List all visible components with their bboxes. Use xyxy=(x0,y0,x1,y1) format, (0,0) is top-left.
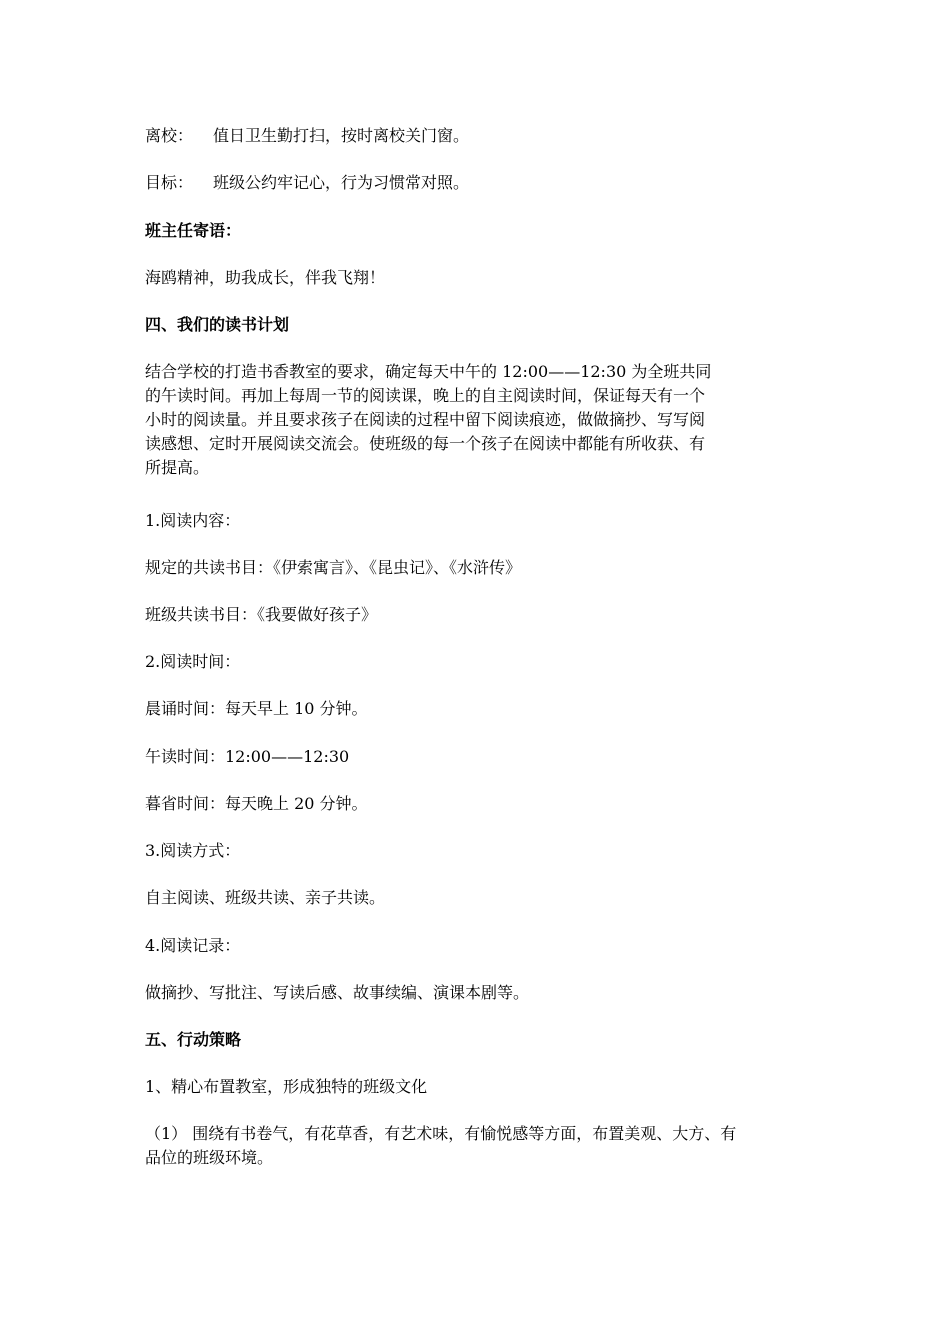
strategy-1-sub-paragraph xyxy=(145,1122,810,1170)
section-4-heading: 四、我们的读书计划 xyxy=(145,315,290,334)
paragraph-line: 小时的阅读量。并且要求孩子在阅读的过程中留下阅读痕迹，做做摘抄、写写阅 xyxy=(145,410,706,429)
paragraph-line: 读感想、定时开展阅读交流会。使班级的每一个孩子在阅读中都能有所收获、有 xyxy=(145,434,706,453)
item-2-line: 暮省时间：每天晚上 20 分钟。 xyxy=(145,794,368,813)
paragraph-line: 品位的班级环境。 xyxy=(145,1148,274,1167)
paragraph-line: 结合学校的打造书香教室的要求，确定每天中午的 12:00——12:30 为全班共同 xyxy=(145,362,712,381)
strategy-1: 1、精心布置教室，形成独特的班级文化 xyxy=(145,1077,428,1096)
paragraph-line: 所提高。 xyxy=(145,458,210,477)
section-4-paragraph xyxy=(145,360,810,480)
rule-text: 班级公约牢记心，行为习惯常对照。 xyxy=(213,173,470,192)
rule-label: 离校： xyxy=(145,126,194,145)
rule-mubiao xyxy=(145,171,815,195)
item-1-heading: 1.阅读内容： xyxy=(145,511,241,530)
item-1-line: 班级共读书目：《我要做好孩子》 xyxy=(145,605,378,624)
item-2-line: 午读时间：12:00——12:30 xyxy=(145,747,350,766)
item-4-heading: 4.阅读记录： xyxy=(145,936,241,955)
rule-text: 值日卫生勤打扫，按时离校关门窗。 xyxy=(213,126,470,145)
item-2-heading: 2.阅读时间： xyxy=(145,652,241,671)
item-1-line: 规定的共读书目：《伊索寓言》、《昆虫记》、《水浒传》 xyxy=(145,558,522,577)
section-5-heading: 五、行动策略 xyxy=(145,1030,242,1049)
paragraph-line: （1） 围绕有书卷气，有花草香，有艺术味，有愉悦感等方面，布置美观、大方、有 xyxy=(145,1124,737,1143)
teacher-message-heading: 班主任寄语： xyxy=(145,221,242,240)
rule-lixiao xyxy=(145,124,815,148)
item-3-line: 自主阅读、班级共读、亲子共读。 xyxy=(145,888,386,907)
rule-label: 目标： xyxy=(145,173,194,192)
item-2-line: 晨诵时间：每天早上 10 分钟。 xyxy=(145,699,368,718)
teacher-message: 海鸥精神，助我成长，伴我飞翔！ xyxy=(145,268,386,287)
item-3-heading: 3.阅读方式： xyxy=(145,841,241,860)
paragraph-line: 的午读时间。再加上每周一节的阅读课，晚上的自主阅读时间，保证每天有一个 xyxy=(145,386,706,405)
item-4-line: 做摘抄、写批注、写读后感、故事续编、演课本剧等。 xyxy=(145,983,530,1002)
